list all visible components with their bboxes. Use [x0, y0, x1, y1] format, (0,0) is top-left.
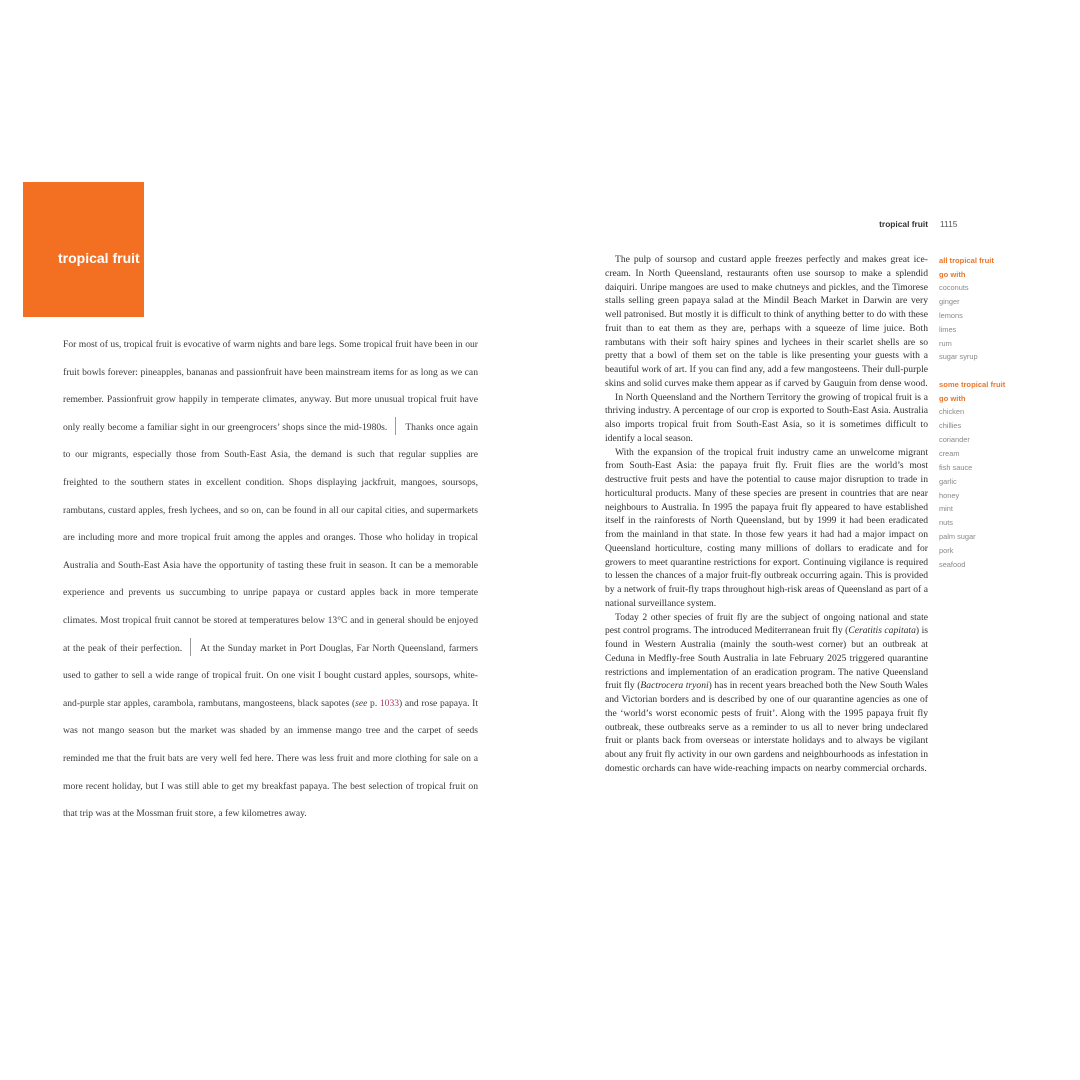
- sidebar-item: rum: [939, 338, 952, 348]
- intro-sentence-1: For most of us, tropical fruit is evocative of warm nights and bare legs. Some tropical fruit have been in our fruit bowls forever: pineapples, bananas and passionfruit have been mainstream items for as long as we can remember. Passionfruit grow happily in temperate climates, anyway. But more unusual tropical fruit have only really become a familiar sight in our greengrocers’ shops since the mid-1980s.: [63, 339, 478, 433]
- paragraph: [605, 611, 928, 776]
- intro-sentence-4: ) and rose papaya. It was not mango season but the market was shaded by an immense mango tree and the carpet of seeds reminded me that the fruit bats are very well fed here. There was less fruit and more clothing for sale on a more recent holiday, but I was still able to get my breakfast papaya. The best selection of tropical fruit on that trip was at the Mossman fruit store, a few kilometres away.: [63, 697, 478, 820]
- sidebar-item: chillies: [939, 421, 962, 431]
- left-page-body: [63, 331, 478, 828]
- sidebar-item: lemons: [939, 310, 963, 320]
- right-page-body: [605, 253, 928, 776]
- paragraph: [605, 391, 928, 446]
- sidebar-item: limes: [939, 324, 957, 334]
- sidebar-heading: all tropical fruit: [939, 256, 994, 265]
- intro-sentence-2: Thanks once again to our migrants, especially those from South-East Asia, the demand is such that regular supplies are freighted to the southern states in excellent condition. Shops displaying jackfruit, mangoes, soursops, rambutans, custard apples, fresh lychees, and so on, can be found in all our capital cities, and supermarkets are including more and more tropical fruit among the apples and oranges. Those who holiday in tropical Australia and South-East Asia have the opportunity of tasting these fruit in season. It can be a memorable experience and prevents us succumbing to unripe papaya or custard apples back in more temperate climates. Most tropical fruit cannot be stored at temperatures below 13°C and in general should be enjoyed at the peak of their perfection.: [63, 421, 478, 654]
- sidebar-item: coconuts: [939, 283, 969, 293]
- chapter-title: tropical fruit: [58, 250, 140, 266]
- sidebar-item: fish sauce: [939, 462, 973, 472]
- sidebar-item: honey: [939, 490, 960, 500]
- section-divider: [190, 638, 191, 656]
- sidebar-item: chicken: [939, 407, 965, 417]
- sidebar-item: pork: [939, 545, 954, 555]
- paragraph-text: ) has in recent years breached both the New South Wales and Victorian borders and is described by one of our quarantine agencies as one of the ‘world’s worst economic pests of fruit’. Along with the 1995 papaya fruit fly outbreak, these outbreaks serve as a reminder to us all to never bring undeclared fruit or plants back from overseas or interstate holidays and to always be vigilant about any fruit fly activity in our own gardens and neighbourhoods as infestation in domestic orchards can have wide-reaching impacts on nearby commercial orchards.: [605, 680, 928, 774]
- paragraph-text: In North Queensland and the Northern Territory the growing of tropical fruit is a thriving industry. A percentage of our crop is exported to South-East Asia. Australia also imports tropical fruit from South-East Asia, so it is sometimes difficult to identify a local season.: [605, 391, 928, 444]
- sidebar-spacer: [939, 364, 1049, 378]
- sidebar-group-all: [939, 254, 1049, 364]
- sidebar-item: cream: [939, 448, 960, 458]
- species-name: Ceratitis capitata: [848, 625, 916, 637]
- paragraph: [605, 253, 928, 391]
- see-reference: see: [355, 697, 368, 709]
- paragraph-text: With the expansion of the tropical fruit industry came an unwelcome migrant from South-East Asia: the papaya fruit fly. Fruit flies are the world’s most destructive fruit pests and have the potential to cause major disruption to trade in horticultural products. Many of these species are present in countries that are near neighbours to Australia. In 1995 the papaya fruit fly appeared to have established itself in the rainforests of North Queensland, but by 1999 it had been eradicated from the mainland in that state. In those few years it had had a major impact on Queensland horticulture, costing many millions of dollars to eradicate and for growers to meet quarantine restrictions for export. Continuing vigilance is required to lessen the chances of a major fruit-fly outbreak occurring again. This is provided by a network of fruit-fly traps throughout high-risk areas of Queensland as part of a national surveillance system.: [605, 446, 928, 609]
- paragraph-text: ) is found in Western Australia (mainly the south-west corner) but an outbreak at Ceduna in Medfly-free South Australia in late February 2025 triggered quarantine restrictions and implementation of an eradication program. The native Queensland fruit fly (: [605, 625, 928, 692]
- sidebar-item: mint: [939, 504, 953, 514]
- paragraph: [605, 446, 928, 611]
- page-prefix: p.: [367, 697, 380, 709]
- paragraph-text: The pulp of soursop and custard apple freezes perfectly and makes great ice-cream. In North Queensland, restaurants often use soursop to make a splendid daiquiri. Unripe mangoes are used to make chutneys and pickles, and the Timorese stalls selling green papaya salad at the Mindil Beach Market in Darwin are very well patronised. But mostly it is difficult to think of anything better to do with these fruit than to eat them as they are, perhaps with a squeeze of lime juice. Both rambutans with their soft hairy spines and lychees in their scarlet shells are so pretty that a bowl of them set on the table is like presenting your guests with a beautiful work of art. If you can find any, add a few mangosteens. Their dull-purple skins and solid curves make them appear as if carved by Gauguin from dense wood.: [605, 254, 928, 389]
- page-number: 1115: [940, 219, 958, 229]
- sidebar-item: coriander: [939, 435, 970, 445]
- sidebar-item: palm sugar: [939, 532, 976, 542]
- sidebar-heading: go with: [939, 269, 966, 279]
- page-reference-link[interactable]: 1033: [379, 697, 400, 709]
- section-divider: [395, 417, 396, 435]
- intro-sentence-3: At the Sunday market in Port Douglas, Far North Queensland, farmers used to gather to sell a wide range of tropical fruit. On one visit I bought custard apples, soursops, white-and-purple star apples, carambola, rambutans, mangosteens, black sapotes (: [63, 642, 478, 709]
- sidebar-item: garlic: [939, 476, 957, 486]
- species-name: Bactrocera tryoni: [640, 680, 709, 692]
- sidebar-group-some: [939, 378, 1049, 571]
- sidebar-item: nuts: [939, 518, 953, 528]
- sidebar-item: seafood: [939, 559, 966, 569]
- sidebar-heading: some tropical fruit: [939, 380, 1006, 390]
- sidebar-item: ginger: [939, 297, 960, 307]
- sidebar-heading: go with: [939, 393, 966, 403]
- paragraph-text: Today 2 other species of fruit fly are the subject of ongoing national and state pest control programs. The introduced Mediterranean fruit fly (: [605, 611, 928, 637]
- goes-with-sidebar: [939, 254, 1049, 572]
- sidebar-item: sugar syrup: [939, 352, 978, 362]
- running-head: tropical fruit: [879, 219, 928, 229]
